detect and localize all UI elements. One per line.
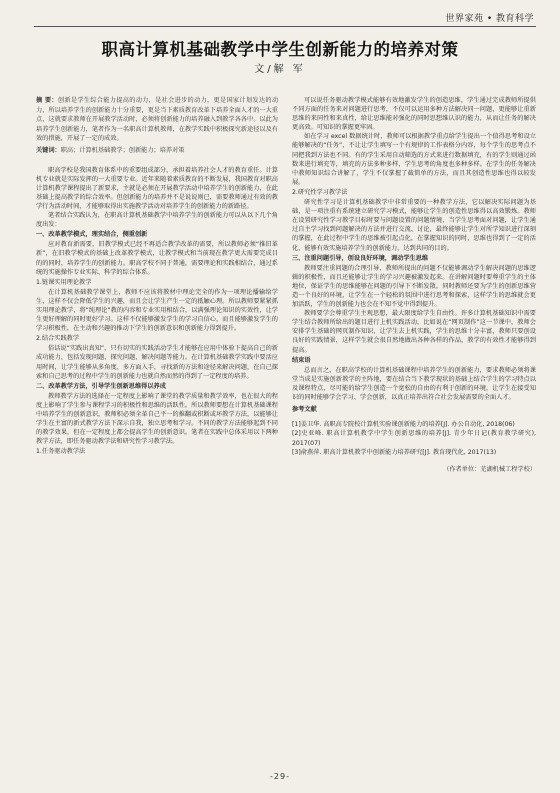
abstract-label: 摘 要：	[36, 97, 58, 104]
spacer	[36, 156, 278, 166]
header-rule	[34, 26, 536, 27]
journal-section-label: 世界家苑 • 教育科学	[445, 14, 534, 24]
right-column	[292, 96, 536, 480]
abstract-text: 创新是学生综合能力提高的动力，是社会进步的动力，更是国家计划发达的动力，所以培养学生的创新能力十分重要，更是当下素质教育改革下培养全面人才的一大重点，这就要求教师在开展教学活动时，必须将创新能力的培养融入到教学各各中。以此为培养学生创新能力，笔者作为一名职高计算机教师，在教学实践中积极探究新途径以及有效的措施，开展了一定的成效。	[36, 97, 279, 143]
keywords-label: 关键词：	[36, 146, 61, 154]
heading: 结束语	[292, 356, 311, 364]
left-column	[36, 96, 278, 457]
paragraph: 如在学习 excel 数据统计时，教师可以根据教学重点给学生提出一个值得思考和设立能够解决的“任务”，不让让学生填写一个有规律的工作表格分内容，每个学生的思考点不同把我到方法也不同。有的学生采用自动筛选的方式来进行数据填充，有的学生则通过函数来进行填充等，填充的方法多种多样，学生思考的角度也多种多样。在学生的任务解决中教师知识综合讲解了，学生不仅掌握了截简单的方法，而且其创造性思维也得以较发展。	[292, 133, 536, 186]
sub: 2.结合实践教学	[36, 335, 80, 343]
paragraph: 教师教学方法的选择在一定程度上影响了课堂的教学质量和教学效率，也在很大的程度上影响了学生参与课程学习的积极性和思维的活跃性。所以教师要想在计算机基础课程中培养学生的创新意识，教师积必须全革自己平一的推翻或积断或坏教学方法，以能够让学生在主富的新式教学方法下深示自我，独立思考和学习。不同的教学方法能够起到不同的教学效果，但在一定程度上都会提高学生的创新意识。笔者在实践中总体采用以下两种教学方法，即任务驱动教学法和研究性学习教学法。	[36, 392, 278, 446]
article-author: 文/解 军	[254, 64, 306, 75]
heading: 二、改革教学方法，引导学生创新思维得以养成	[36, 382, 166, 390]
heading: 三、注重问题引导，创设良好环境，调动学生思维	[292, 254, 429, 262]
left-column-body	[36, 166, 278, 457]
paragraph: 在计算机基础教学课堂上，教师不应该将教材中理论完全的作为一项理论播输给学生，这样不仅会降低学生的兴趣，而且会让学生产生一定的抵触心理。所以教师要紧紧抓实用理论教学，将“纯理论”教的内容和专业实用相结合，以满强理论知识的实效性，让学生更好理解的同时更好学习。这样不仅能够激发学生的学习自信心，而且能够激发学生的学习积极性，在主动和兴趣的推动下学生的创新意识和创新能力得到提升。	[36, 288, 278, 333]
paragraph: 教师要注重问题的合理引导，教师所提出的问题不仅能够调动学生解决问题的思维逻辑的积极性，而且还能够让学生的学习兴趣被激发起来。在讲解问题时要尊重学生的主体地位，保证学生的思维能够在问题的引导下不断发散。同时教师还要为学生的创新思维营造一个良好的环境，让学生在一个轻松的氛围中进行思考和探索，这样学生的思维就会更加活跃，学生的创新能力也会在不知不觉中得到提升。	[292, 264, 536, 309]
paragraph: 教师要学会尊重学生主观思想，最大限度给学生自由性。许多计算机基础知识中需要学生结合教师所给出的题目进行上机实践活动，比如说在“网页制作”这一节课中，教师会安排学生基础的网页制作知识，让学生去上机实践，学生的思维十分丰富，教师只要创设良好的实践情景，这样学生就会很自然地做出各种各样的作品，教学的有效性才能够得到提高。	[292, 310, 536, 354]
affil: （作者单位：芜湖机械工程学校）	[443, 465, 536, 473]
abstract-block	[36, 96, 278, 156]
refs-title: 参考文献	[292, 406, 317, 414]
paragraph: 可以说任务驱动教学模式能够有效地激发学生的创造思维，学生通过完成教师所提供不同方面的任务来对问题进行思考，不仅可以运用多种方法解决同一问题，更能够让重新思维的来同性和来真性，给让思维能对强化的同时思想维认识的能力，从而让任务的解决更高效。可知识的掌握更牢固。	[292, 97, 536, 132]
sub: 1.任务驱动教学法	[36, 448, 86, 456]
sub: 1.链课实用理论教学	[36, 278, 92, 286]
paragraph: 研究性学习是计算机基础教学中非常重要的一种教学方法，它以解决实际问题为基础，是一项注重有系统建立研究学习模式，能够让学生的创造性思维得以高效锻炼。教师在设置研究性学习教学目标时要与问题设置的问题情境，当学生思考面对问题，让学生通过自主学习找到问题解决的方法并进行交流、讨论，最终能够让学生对所学知识进行深刻的掌握，在此过程中学生的思维被引起点化，在掌握知识的同时，思维也得到了一定的活化，能够有效实施培养学生的创新能力，达到共同的目的。	[292, 199, 536, 252]
keywords-text: 职高；计算机基础教学；创新能力；培养对策	[60, 146, 185, 154]
paragraph: 笔者结合实践认为，在职高计算机基础教学中培养学生的创新能力可以从以下几个角度出发：	[36, 212, 278, 229]
ref: [3]俞燕萍. 职高计算机教学中创新能力培养研究[J]. 教育现代化, 2017(13)	[292, 448, 497, 456]
paragraph: 总而言之，在职高学校的计算机基础课程中培养学生的创新能力，要求教师必须将课堂当成是实施创新教学的主阵地，要在结合当下教学现状的基础上结合学生的学习特点以及课程特点，尽可能的给学生创造一个宽松的自由的有利于创新的环境，让学生在接受知识的同时能够学会学习、学会创新，以真正培养出符合社会发展需要的全面人才。	[292, 366, 536, 401]
page-number: -29-	[270, 772, 290, 781]
heading: 一、改革教学模式，理实结合，侧重创新	[36, 231, 148, 239]
sub: 2.研究性学习教学法	[292, 188, 348, 196]
ref: [2]史亚峰. 职高计算机教学中学生创新思维的培养[J]. 青少年日记(教育教学研究), 2017(07)	[292, 430, 536, 447]
right-column-body	[292, 96, 536, 474]
ref: [1]姜卫华. 高职高专院校计算机实验课创新能力的培养[J]. 办公自动化, 2018(06)	[292, 421, 515, 429]
paragraph: 应对教育新需要，旧教学模式已经不再适合教学改革的需要，所以教师必须“推旧革新”，在旧教学模式的基础上改革教学模式，让教学模式和当前现在教学更大需要完成目的的同时，培养学生的创新能力。职高学校不同于普通，需要理论和实践相结合，通过系统的实施操作专业实际、科学的综合体系。	[36, 241, 278, 276]
paragraph: 职高学校是我国教育体系中的重要组成部分，承担着培养社会人才的教育重任。计算机专业就是实际发挥的一大重要专业。近年来随着素质教育的不断发展，我国教育对职高计算机教学课程提出了新要求，主就是必须在开展教学活动中培养学生的创新能力，在此基础上提高教学的综合效率。但创新能力的培养并不是说说则已，需要教师通过有效的教学行为活动时间，才能够取得出实施教学活动对培养学生的创新能力的新路径。	[36, 166, 278, 210]
article-title: 职高计算机基础教学中学生创新能力的培养对策	[101, 40, 459, 59]
paragraph: 俗话说“实践出真知”，只有切实的实践活动学生才能够在应用中体验下提高自己的新成功能力，包括发现问题、探究问题、解决问题等能力。在计算机基础教学实践中要活应用时间，让学生能够从多角度、多方面入手，寻找新的方法和途径来解决问题，在自己探索和自己思考的过程中学生的创新能力也就自然而然的得到了一定程度的培养。	[36, 345, 278, 380]
keywords-line	[36, 146, 278, 156]
